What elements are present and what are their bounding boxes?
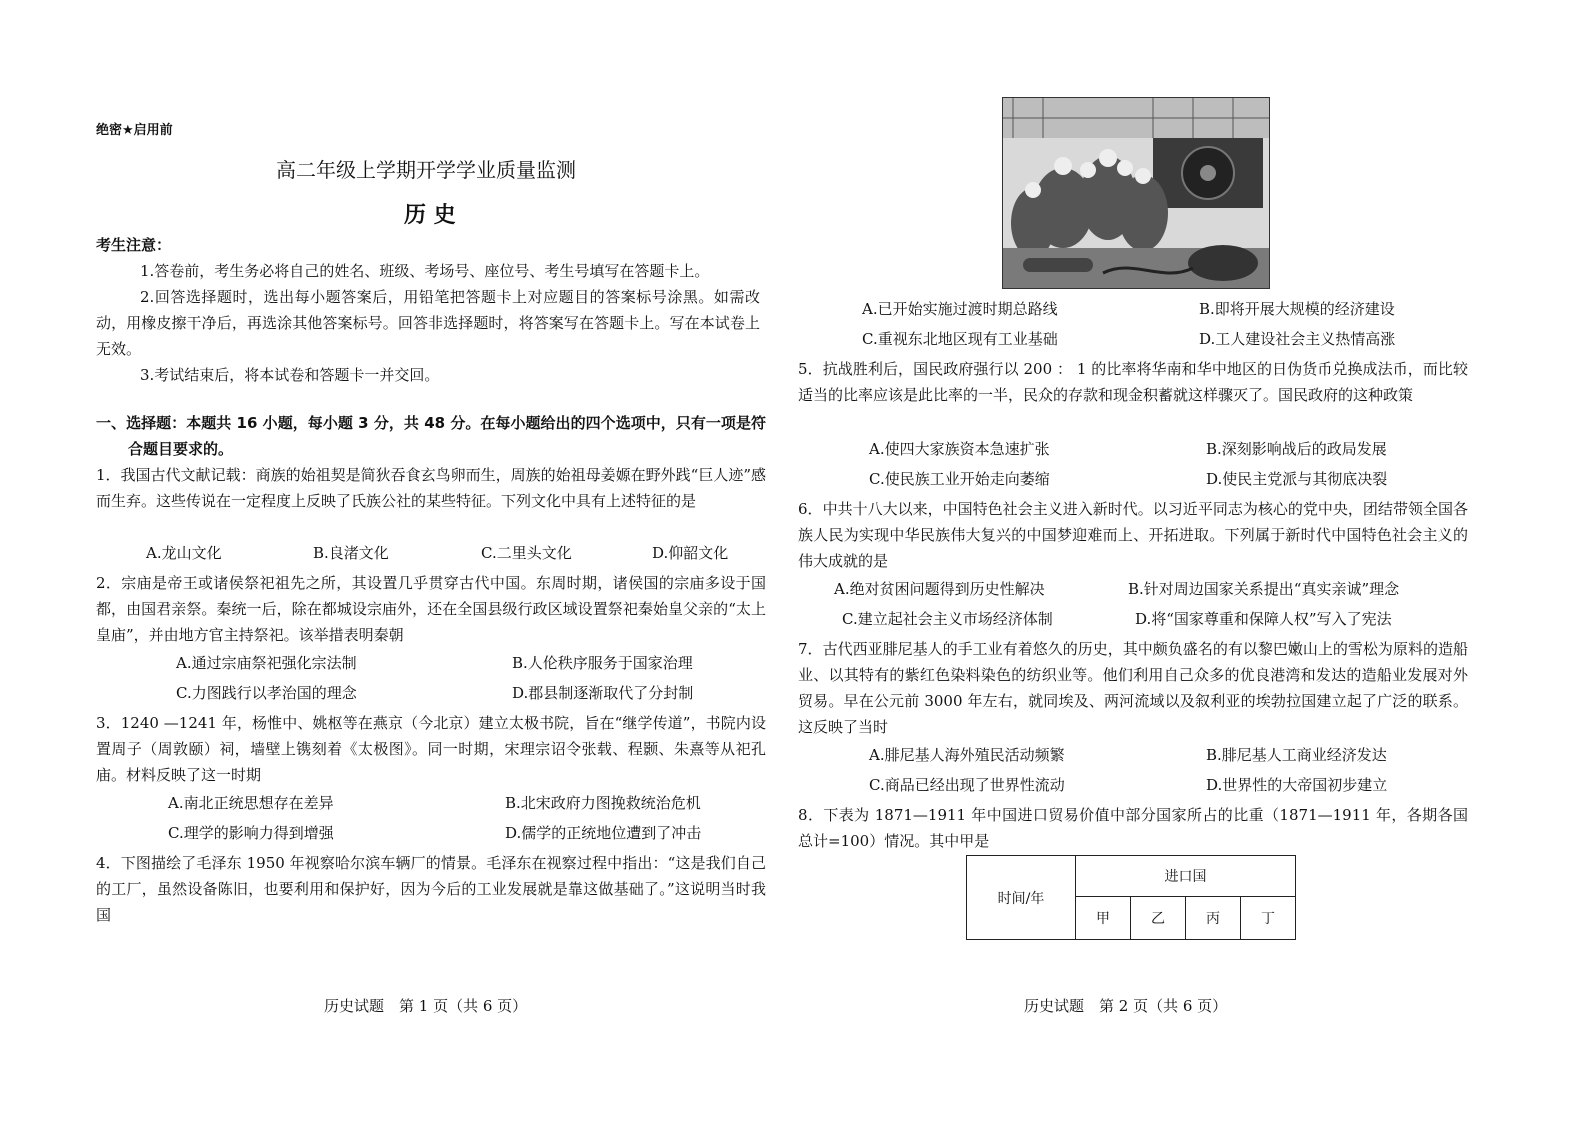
q2-option-c: C.力图践行以孝治国的理念 — [176, 684, 357, 702]
country-cell-bing: 丙 — [1186, 897, 1241, 940]
q3-option-a: A.南北正统思想存在差异 — [168, 794, 334, 812]
factory-illustration-graphic — [1003, 98, 1269, 288]
q5-option-a: A.使四大家族资本急速扩张 — [869, 440, 1050, 458]
time-header-cell: 时间/年 — [967, 856, 1076, 940]
q4-option-c: C.重视东北地区现有工业基础 — [862, 330, 1058, 348]
q1-option-b: B.良渚文化 — [313, 544, 389, 562]
question-6-stem: 6．中共十八大以来，中国特色社会主义进入新时代。以习近平同志为核心的党中央，团结带领全国各族人民为实现中华民族伟大复兴的中国梦迎难而上、开拓进取。下列属于新时代中国特色社会主义的伟大成就的是 — [798, 500, 1468, 570]
q2-option-b: B.人伦秩序服务于国家治理 — [512, 654, 693, 672]
q1-option-a: A.龙山文化 — [146, 544, 222, 562]
question-2-stem: 2．宗庙是帝王或诸侯祭祀祖先之所，其设置几乎贯穿古代中国。东周时期，诸侯国的宗庙多设于国都，由国君亲祭。秦统一后，除在都城设宗庙外，还在全国县级行政区域设置祭祀秦始皇父亲的“太上皇庙”，并由地方官主持祭祀。该举措表明秦朝 — [96, 574, 766, 644]
section-heading: 一、选择题：本题共 16 小题，每小题 3 分，共 48 分。在每小题给出的四个选项中，只有一项是符合题目要求的。 — [96, 414, 766, 458]
country-cell-jia: 甲 — [1076, 897, 1131, 940]
question-4-stem: 4．下图描绘了毛泽东 1950 年视察哈尔滨车辆厂的情景。毛泽东在视察过程中指出：“这是我们自己的工厂，虽然设备陈旧，也要利用和保护好，因为今后的工业发展就是靠这做基础了。”这说明当时我国 — [96, 854, 766, 924]
q6-option-a: A.绝对贫困问题得到历史性解决 — [834, 580, 1045, 598]
q4-option-a: A.已开始实施过渡时期总路线 — [862, 300, 1058, 318]
question-3-stem: 3．1240 —1241 年，杨惟中、姚枢等在燕京（今北京）建立太极书院，旨在“继学传道”，书院内设置周子（周敦颐）祠，墙壁上镌刻着《太极图》。同一时期，宋理宗诏令张载、程颢、朱熹等从祀孔庙。材料反映了这一时期 — [96, 714, 766, 784]
q2-option-d: D.郡县制逐渐取代了分封制 — [512, 684, 694, 702]
q7-option-c: C.商品已经出现了世界性流动 — [869, 776, 1065, 794]
q7-option-d: D.世界性的大帝国初步建立 — [1206, 776, 1388, 794]
footer-page-1: 历史试题 第 1 页（共 6 页） — [324, 997, 528, 1015]
footer-page-2: 历史试题 第 2 页（共 6 页） — [1024, 997, 1228, 1015]
notice-heading: 考生注意： — [96, 236, 172, 254]
q7-option-a: A.腓尼基人海外殖民活动频繁 — [869, 746, 1065, 764]
question-8-stem: 8．下表为 1871—1911 年中国进口贸易价值中部分国家所占的比重（1871—1911 年，各期各国总计=100）情况。其中甲是 — [798, 806, 1468, 850]
notice-item-2: 2.回答选择题时，选出每小题答案后，用铅笔把答题卡上对应题目的答案标号涂黑。如需改动，用橡皮擦干净后，再选涂其他答案标号。回答非选择题时，将答案写在答题卡上。写在本试卷上无效。 — [96, 288, 760, 358]
q4-option-d: D.工人建设社会主义热情高涨 — [1199, 330, 1396, 348]
country-cell-ding: 丁 — [1241, 897, 1296, 940]
notice-item-1: 1.答卷前，考生务必将自己的姓名、班级、考场号、座位号、考生号填写在答题卡上。 — [140, 262, 710, 280]
secret-label: 绝密★启用前 — [96, 123, 173, 138]
q6-option-b: B.针对周边国家关系提出“真实亲诚”理念 — [1128, 580, 1400, 598]
exam-title: 高二年级上学期开学学业质量监测 — [276, 158, 576, 182]
q1-option-c: C.二里头文化 — [481, 544, 572, 562]
notice-item-3: 3.考试结束后，将本试卷和答题卡一并交回。 — [140, 366, 440, 384]
q1-option-d: D.仰韶文化 — [652, 544, 729, 562]
country-cell-yi: 乙 — [1131, 897, 1186, 940]
q5-option-c: C.使民族工业开始走向萎缩 — [869, 470, 1050, 488]
import-country-header-cell: 进口国 — [1076, 856, 1296, 897]
question-7-stem: 7．古代西亚腓尼基人的手工业有着悠久的历史，其中颇负盛名的有以黎巴嫩山上的雪松为原料的造船业、以其特有的紫红色染料染色的纺织业等。他们利用自己众多的优良港湾和发达的造船业发展对外贸易。早在公元前 3000 年左右，就同埃及、两河流域以及叙利亚的埃勃拉国建立起了广泛的联系。这反映了当时 — [798, 640, 1468, 736]
q3-option-b: B.北宋政府力图挽救统治危机 — [505, 794, 701, 812]
q6-option-c: C.建立起社会主义市场经济体制 — [842, 610, 1053, 628]
q5-option-d: D.使民主党派与其彻底决裂 — [1206, 470, 1388, 488]
question-1-stem: 1．我国古代文献记载：商族的始祖契是简狄吞食玄鸟卵而生，周族的始祖母姜嫄在野外践“巨人迹”感而生弃。这些传说在一定程度上反映了氏族公社的某些特征。下列文化中具有上述特征的是 — [96, 466, 766, 510]
subject-title: 历 史 — [404, 202, 456, 228]
q4-option-b: B.即将开展大规模的经济建设 — [1199, 300, 1395, 318]
question-5-stem: 5．抗战胜利后，国民政府强行以 200 ： 1 的比率将华南和华中地区的日伪货币兑换成法币，而比较适当的比率应该是此比率的一半，民众的存款和现金积蓄就这样骤灭了。国民政府的这种政策 — [798, 360, 1468, 404]
q5-option-b: B.深刻影响战后的政局发展 — [1206, 440, 1387, 458]
q6-option-d: D.将“国家尊重和保障人权”写入了宪法 — [1135, 610, 1392, 628]
table-header-row — [967, 856, 1296, 897]
q7-option-b: B.腓尼基人工商业经济发达 — [1206, 746, 1387, 764]
q2-option-a: A.通过宗庙祭祀强化宗法制 — [176, 654, 357, 672]
factory-inspection-illustration — [1002, 97, 1270, 289]
q3-option-c: C.理学的影响力得到增强 — [168, 824, 334, 842]
import-trade-table — [966, 855, 1296, 940]
q3-option-d: D.儒学的正统地位遭到了冲击 — [505, 824, 702, 842]
